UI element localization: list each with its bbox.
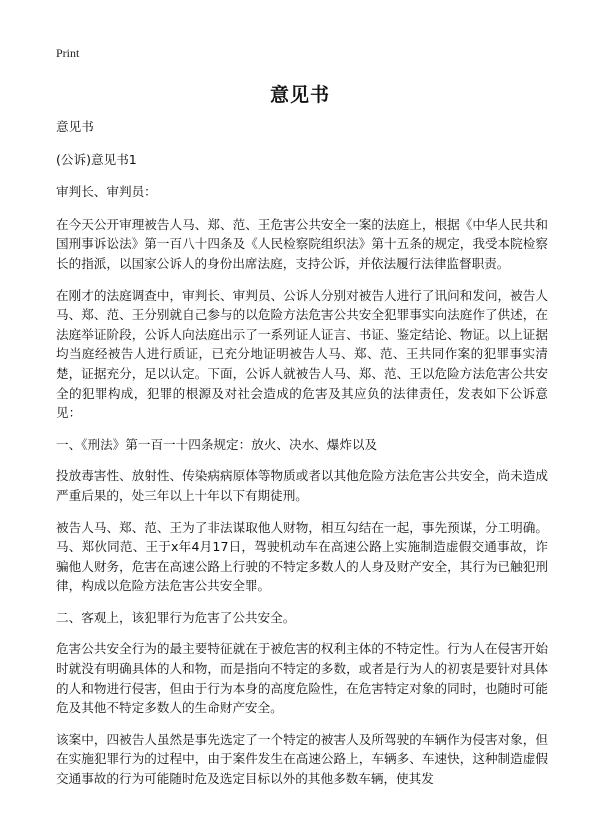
- section-heading: 一、《刑法》第一百一十四条规定：放火、决水、爆炸以及: [56, 436, 378, 452]
- paragraph: 在今天公开审理被告人马、郑、范、王危害公共安全一案的法庭上，根据《中华人民共和国刑事诉讼法》第一百八十四条及《人民检察院组织法》第十五条的规定，我受本院检察长的指派，以国家公诉人的身份出席法庭，支持公诉，并依法履行法律监督职责。: [56, 216, 548, 271]
- document-title: 意见书: [269, 84, 330, 106]
- doc-number: (公诉)意见书1: [56, 151, 137, 167]
- doc-type-label: 意见书: [56, 119, 94, 134]
- document-body: [56, 117, 548, 801]
- paragraph: 被告人马、郑、范、王为了非法谋取他人财物，相互勾结在一起，事先预谋，分工明确。马、郑伙同范、王于x年4月17日，驾驶机动车在高速公路上实施制造虚假交通事故，诈骗他人财务，危害在高速公路上行驶的不特定多数人的人身及财产安全，其行为已触犯刑律，构成以危险方法危害公共安全罪。: [56, 519, 548, 594]
- paragraph: 危害公共安全行为的最主要特征就在于被危害的权利主体的不特定性。行为人在侵害开始时就没有明确具体的人和物，而是指向不特定的多数，或者是行为人的初衷是要针对具体的人和物进行侵害，但由于行为本身的高度危险性，在危害特定对象的同时，也随时可能危及其他不特定多数人的生命财产安全。: [56, 641, 548, 716]
- paragraph: 投放毒害性、放射性、传染病病原体等物质或者以其他危险方法危害公共安全，尚未造成严重后果的，处三年以上十年以下有期徒刑。: [56, 468, 548, 503]
- paragraph: 在刚才的法庭调查中，审判长、审判员、公诉人分别对被告人进行了讯问和发问，被告人马、郑、范、王分别就自己参与的以危险方法危害公共安全犯罪事实向法庭作了供述，在法庭举证阶段，公诉人向法庭出示了一系列证人证言、书证、鉴定结论、物证。以上证据均当庭经被告人进行质证，已充分地证明被告人马、郑、范、王共同作案的犯罪事实清楚，证据充分，足以认定。下面，公诉人就被告人马、郑、范、王以危险方法危害公共安全的犯罪构成，犯罪的根源及对社会造成的危害及其应负的法律责任，发表如下公诉意见：: [56, 287, 548, 421]
- paragraph: 该案中，四被告人虽然是事先选定了一个特定的被害人及所驾驶的车辆作为侵害对象，但在实施犯罪行为的过程中，由于案件发生在高速公路上，车辆多、车速快，这种制造虚假交通事故的行为可能随时危及选定目标以外的其他多数车辆，使其发: [56, 731, 548, 787]
- salutation: 审判长、审判员：: [56, 184, 157, 200]
- section-heading: 二、客观上，该犯罪行为危害了公共安全。: [56, 609, 296, 625]
- print-link[interactable]: Print: [56, 46, 80, 60]
